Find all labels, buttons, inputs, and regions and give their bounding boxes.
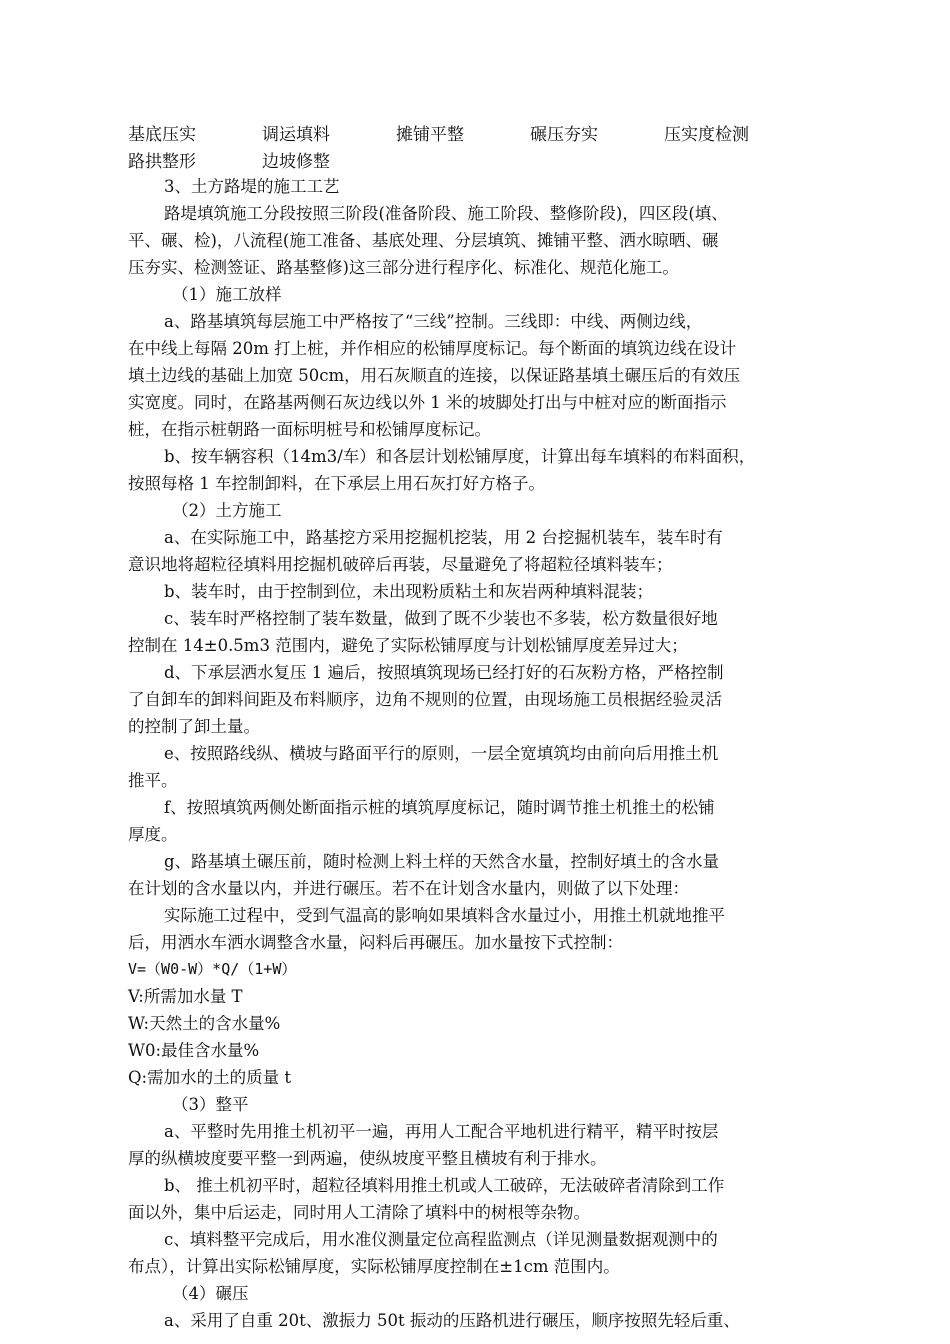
text-line: 3、土方路堤的施工工艺 (164, 177, 340, 196)
text-line: （4）碾压 (172, 1284, 249, 1303)
text-line: 厚度。 (128, 825, 178, 844)
text-line: d、下承层洒水复压 1 遍后，按照填筑现场已经打好的石灰粉方格，严格控制 (164, 663, 724, 682)
text-line: （1）施工放样 (172, 285, 282, 304)
text-line: g、路基填土碾压前，随时检测上料土样的天然含水量，控制好填土的含水量 (164, 852, 720, 871)
text-line: （2）土方施工 (172, 501, 282, 520)
text-line: V=（W0-W）*Q/（1+W） (128, 960, 297, 978)
flow-step: 调运填料 (262, 125, 330, 145)
text-line: b、按车辆容积（14m3/车）和各层计划松铺厚度，计算出每车填料的布料面积， (164, 447, 756, 466)
text-line: 实宽度。同时，在路基两侧石灰边线以外 1 米的坡脚处打出与中桩对应的断面指示 (128, 393, 727, 412)
process-flow-row-1 (128, 119, 828, 146)
text-line: a、路基填筑每层施工中严格按了“三线”控制。三线即：中线、两侧边线， (164, 312, 703, 331)
text-line: 了自卸车的卸料间距及布料顺序，边角不规则的位置，由现场施工员根据经验灵活 (128, 690, 722, 709)
document-page (128, 119, 828, 1334)
text-line: a、采用了自重 20t、激振力 50t 振动的压路机进行碾压，顺序按照先轻后重、 (164, 1311, 740, 1330)
text-line: Q:需加水的土的质量 t (128, 1068, 291, 1087)
flow-step: 压实度检测 (664, 125, 749, 145)
text-line: 的控制了卸土量。 (128, 717, 260, 736)
text-line: 后，用洒水车洒水调整含水量，闷料后再碾压。加水量按下式控制： (128, 933, 623, 952)
text-line: a、平整时先用推土机初平一遍，再用人工配合平地机进行精平，精平时按层 (164, 1122, 719, 1141)
text-line: 控制在 14±0.5m3 范围内，避免了实际松铺厚度与计划松铺厚度差异过大； (128, 636, 688, 655)
flow-step: 碾压夯实 (530, 125, 598, 145)
document-body (128, 173, 828, 1334)
text-line: 厚的纵横坡度要平整一到两遍，使纵坡度平整且横坡有利于排水。 (128, 1149, 607, 1168)
text-line: V:所需加水量 T (128, 987, 243, 1006)
flow-step: 摊铺平整 (396, 125, 464, 145)
text-line: 按照每格 1 车控制卸料，在下承层上用石灰打好方格子。 (128, 474, 545, 493)
text-line: b、装车时，由于控制到位，未出现粉质粘土和灰岩两种填料混装； (164, 582, 654, 601)
process-flow-row-2 (128, 146, 828, 173)
text-line: 意识地将超粒径填料用挖掘机破碎后再装，尽量避免了将超粒径填料装车； (128, 555, 673, 574)
text-line: 压夯实、检测签证、路基整修)这三部分进行程序化、标准化、规范化施工。 (128, 258, 679, 277)
text-line: e、按照路线纵、横坡与路面平行的原则，一层全宽填筑均由前向后用推土机 (164, 744, 719, 763)
flow-step: 边坡修整 (262, 152, 330, 172)
text-line: 实际施工过程中，受到气温高的影响如果填料含水量过小，用推土机就地推平 (164, 906, 725, 925)
text-line: f、按照填筑两侧处断面指示桩的填筑厚度标记，随时调节推土机推土的松铺 (164, 798, 715, 817)
text-line: b、 推土机初平时，超粒径填料用推土机或人工破碎，无法破碎者清除到工作 (164, 1176, 725, 1195)
text-line: 面以外，集中后运走，同时用人工清除了填料中的树根等杂物。 (128, 1203, 590, 1222)
text-line: W:天然土的含水量% (128, 1014, 281, 1033)
flow-step: 基底压实 (128, 125, 196, 145)
text-line: W0:最佳含水量% (128, 1041, 260, 1060)
text-line: 路堤填筑施工分段按照三阶段(准备阶段、施工阶段、整修阶段)，四区段(填、 (164, 204, 728, 223)
text-line: 桩，在指示桩朝路一面标明桩号和松铺厚度标记。 (128, 420, 491, 439)
text-line: a、在实际施工中，路基挖方采用挖掘机挖装，用 2 台挖掘机装车，装车时有 (164, 528, 723, 547)
text-line: c、填料整平完成后，用水准仪测量定位高程监测点（详见测量数据观测中的 (164, 1230, 718, 1249)
text-line: 布点），计算出实际松铺厚度，实际松铺厚度控制在±1cm 范围内。 (128, 1257, 620, 1276)
text-line: 填土边线的基础上加宽 50cm，用石灰顺直的连接，以保证路基填土碾压后的有效压 (128, 366, 741, 385)
flow-step: 路拱整形 (128, 152, 196, 172)
text-line: （3）整平 (172, 1095, 249, 1114)
text-line: 推平。 (128, 771, 178, 790)
text-line: 在中线上每隔 20m 打上桩，并作相应的松铺厚度标记。每个断面的填筑边线在设计 (128, 339, 737, 358)
text-line: c、装车时严格控制了装车数量，做到了既不少装也不多装，松方数量很好地 (164, 609, 718, 628)
text-line: 平、碾、检)，八流程(施工准备、基底处理、分层填筑、摊铺平整、洒水晾晒、碾 (128, 231, 719, 250)
text-line: 在计划的含水量以内，并进行碾压。若不在计划含水量内，则做了以下处理： (128, 879, 689, 898)
